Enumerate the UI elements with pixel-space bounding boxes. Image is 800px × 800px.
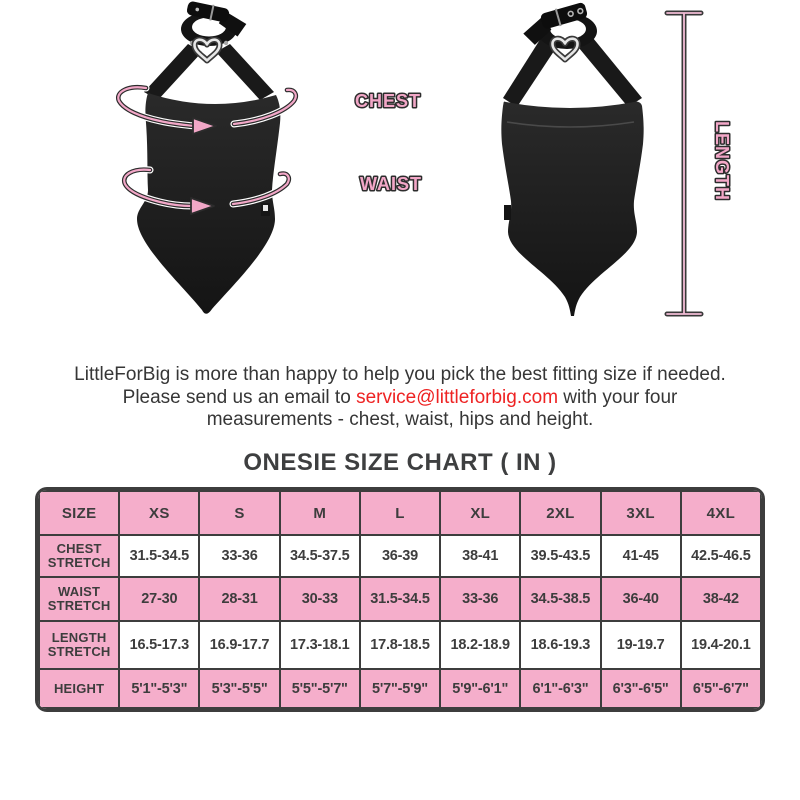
size-value-cell: 27-30 — [119, 577, 199, 621]
help-line-3: measurements - chest, waist, hips and height. — [206, 409, 594, 430]
size-chart-title: ONESIE SIZE CHART ( IN ) — [243, 449, 557, 476]
bodysuit-back-strap-left — [503, 38, 556, 107]
bodysuit-back-side-tag — [504, 205, 511, 220]
row-label-line: WAIST — [58, 584, 101, 599]
bodysuit-front-illustration — [137, 0, 280, 314]
header-cell-l: L — [360, 491, 440, 535]
waist-label: WAIST — [360, 174, 422, 194]
size-value-cell: 5'7"-5'9" — [360, 669, 440, 708]
row-label-line: STRETCH — [47, 598, 111, 613]
row-label-line: HEIGHT — [53, 680, 105, 696]
size-value-cell: 36-39 — [360, 535, 440, 577]
header-cell-2xl: 2XL — [520, 491, 600, 535]
bodysuit-front-strap-right — [216, 44, 274, 100]
row-chest-stretch — [39, 535, 761, 577]
size-value-cell: 19.4-20.1 — [681, 621, 761, 669]
help-line-2 — [0, 387, 800, 410]
row-label-waist-stretch — [39, 577, 119, 621]
bodysuit-front-side-tag-label — [263, 205, 268, 211]
size-chart-table — [38, 490, 762, 709]
help-text-block — [0, 364, 800, 432]
row-waist-stretch — [39, 577, 761, 621]
size-value-cell: 6'1"-6'3" — [520, 669, 600, 708]
size-value-cell: 5'5"-5'7" — [280, 669, 360, 708]
header-cell-xl: XL — [440, 491, 520, 535]
size-value-cell: 18.2-18.9 — [440, 621, 520, 669]
row-label-height — [39, 669, 119, 708]
size-value-cell: 42.5-46.5 — [681, 535, 761, 577]
help-line-2-prefix: Please send us an email to — [122, 386, 357, 408]
size-value-cell: 33-36 — [199, 535, 279, 577]
size-value-cell: 41-45 — [601, 535, 681, 577]
help-line-1: LittleForBig is more than happy to help you pick the best fitting size if needed. — [74, 364, 726, 385]
size-value-cell: 36-40 — [601, 577, 681, 621]
size-value-cell: 38-42 — [681, 577, 761, 621]
row-label-chest-stretch — [39, 535, 119, 577]
size-value-cell: 31.5-34.5 — [119, 535, 199, 577]
size-value-cell: 19-19.7 — [601, 621, 681, 669]
size-value-cell: 5'1"-5'3" — [119, 669, 199, 708]
heart-ring-back-icon — [553, 39, 578, 60]
header-cell-m: M — [280, 491, 360, 535]
header-cell-s: S — [199, 491, 279, 535]
size-value-cell: 16.5-17.3 — [119, 621, 199, 669]
row-label-length-stretch — [39, 621, 119, 669]
size-value-cell: 16.9-17.7 — [199, 621, 279, 669]
size-value-cell: 33-36 — [440, 577, 520, 621]
bodysuit-back-illustration — [501, 1, 643, 316]
size-value-cell: 6'5"-6'7" — [681, 669, 761, 708]
size-value-cell: 38-41 — [440, 535, 520, 577]
heart-ring-icon — [195, 40, 220, 61]
size-value-cell: 28-31 — [199, 577, 279, 621]
row-label-line: CHEST — [56, 541, 102, 556]
row-label-line: STRETCH — [47, 555, 111, 570]
header-cell-size: SIZE — [39, 491, 119, 535]
size-value-cell: 5'9"-6'1" — [440, 669, 520, 708]
size-value-cell: 5'3"-5'5" — [199, 669, 279, 708]
bodysuit-back-body — [501, 102, 643, 316]
size-value-cell: 31.5-34.5 — [360, 577, 440, 621]
size-value-cell: 17.3-18.1 — [280, 621, 360, 669]
size-value-cell: 18.6-19.3 — [520, 621, 600, 669]
row-length-stretch — [39, 621, 761, 669]
size-value-cell: 6'3"-6'5" — [601, 669, 681, 708]
header-cell-4xl: 4XL — [681, 491, 761, 535]
size-value-cell: 17.8-18.5 — [360, 621, 440, 669]
length-dimension-line — [667, 13, 701, 314]
header-cell-3xl: 3XL — [601, 491, 681, 535]
help-line-2-suffix: with your four — [558, 386, 678, 408]
bodysuit-back-strap-right — [579, 38, 642, 107]
size-chart-table-wrap — [35, 487, 765, 712]
size-chart-header-row — [39, 491, 761, 535]
row-height — [39, 669, 761, 708]
row-label-line: LENGTH — [51, 630, 107, 645]
email-address: service@littleforbig.com — [356, 386, 559, 408]
size-value-cell: 34.5-37.5 — [280, 535, 360, 577]
chest-label: CHEST — [354, 91, 422, 111]
measurement-diagram — [0, 0, 800, 350]
row-label-line: STRETCH — [47, 644, 111, 659]
header-cell-xs: XS — [119, 491, 199, 535]
length-label: LENGTH — [712, 121, 732, 201]
bodysuit-front-strap-left — [144, 44, 202, 100]
size-value-cell: 30-33 — [280, 577, 360, 621]
size-value-cell: 34.5-38.5 — [520, 577, 600, 621]
collar-rivet-right — [224, 41, 228, 45]
size-value-cell: 39.5-43.5 — [520, 535, 600, 577]
